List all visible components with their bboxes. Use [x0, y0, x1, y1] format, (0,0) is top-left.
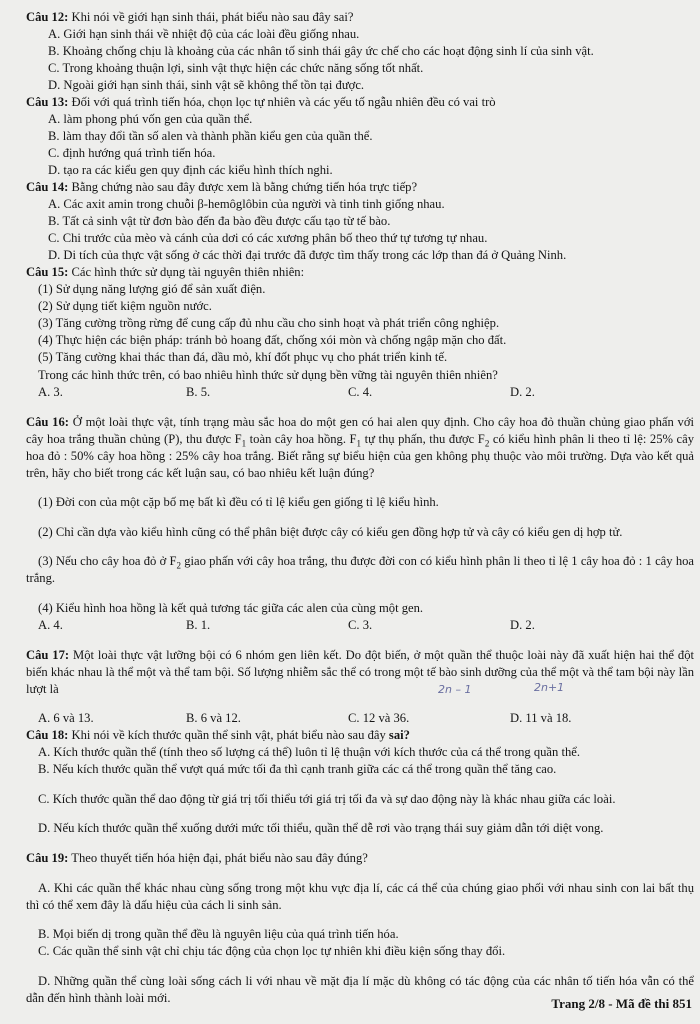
option-c: C. 3. — [348, 617, 373, 632]
question-stem: Khi nói về kích thước quần thể sinh vật, phát biểu nào sau đây — [68, 728, 389, 743]
question-16 — [26, 414, 694, 634]
question-number: Câu 18: — [26, 728, 69, 743]
question-number: Câu 19: — [26, 850, 69, 865]
option-c: C. Trong khoảng thuận lợi, sinh vật thực hiện các chức năng sống tốt nhất. — [48, 61, 424, 75]
question-19 — [26, 850, 694, 1007]
option-d: D. Những quần thể cùng loài sống cách li với nhau về mặt địa lí mặc dù không có tác động của các nhân tố tiến hóa vẫn có thể dẫn đến hình thành loài mới. — [26, 973, 694, 1005]
option-b: B. 5. — [186, 385, 211, 399]
option-d: D. 2. — [510, 385, 535, 399]
question-mark: ? — [403, 728, 410, 743]
option-d: D. Ngoài giới hạn sinh thái, sinh vật sẽ không thể tồn tại được. — [48, 78, 365, 92]
option-a: A. 4. — [38, 617, 63, 632]
option-a: A. 6 và 13. — [38, 711, 94, 726]
statement-1: (1) Sử dụng năng lượng gió để sản xuất điện. — [38, 282, 266, 296]
subscript: 2 — [176, 560, 181, 571]
question-stem: Theo thuyết tiến hóa hiện đại, phát biểu nào sau đây đúng? — [68, 850, 368, 865]
option-c: C. 4. — [348, 385, 373, 399]
option-c: C. 12 và 36. — [348, 711, 410, 726]
question-13 — [26, 94, 694, 179]
question-number: Câu 16: — [26, 414, 69, 429]
statement-4: (4) Kiểu hình hoa hồng là kết quả tương tác giữa các alen của cùng một gen. — [38, 600, 424, 615]
statement-4: (4) Thực hiện các biện pháp: tránh bỏ hoang đất, chống xói mòn và chống ngập mặn cho đất. — [38, 333, 507, 347]
stem-part: có kiểu hình phân li theo tỉ lệ: 25% cây hoa đỏ : 50% cây hoa hồng : 25% cây hoa trắng. Biết rằng sự biểu hiện của gen không phụ thuộc vào môi trường. Dựa vào kết quả trên, hãy cho biết trong các kết luận sau, có bao nhiêu kết luận đúng? — [26, 431, 694, 480]
option-a: A. Giới hạn sinh thái về nhiệt độ của các loài đều giống nhau. — [48, 27, 360, 41]
subscript: 1 — [356, 438, 362, 449]
option-b: B. Nếu kích thước quần thể vượt quá mức tối đa thì cạnh tranh giữa các cá thể trong quần thể tăng cao. — [38, 762, 557, 777]
stem-text: Một loài thực vật lưỡng bội có 6 nhóm gen liên kết. Do đột biến, ở một quần thể thuộc loài này đã xuất hiện hai thể đột biến khác nhau là thể một và thể tam bội. Số lượng nhiễm sắc thể có trong một tế bào sinh dưỡng của thể một và thể tam bội này lần lượt là — [26, 647, 694, 696]
option-b: B. 1. — [186, 617, 211, 632]
question-stem: Đối với quá trình tiến hóa, chọn lọc tự nhiên và các yếu tố ngẫu nhiên đều có vai trò — [68, 95, 496, 109]
statement-3 — [26, 553, 694, 587]
option-a: A. 3. — [38, 385, 63, 399]
question-18 — [26, 727, 694, 837]
option-c: C. Kích thước quần thể dao động từ giá trị tối thiểu tới giá trị tối đa và sự dao động này là khác nhau giữa các loài. — [38, 791, 616, 806]
option-d: D. 2. — [510, 617, 535, 632]
question-12 — [26, 9, 694, 94]
option-d: D. Nếu kích thước quần thể xuống dưới mức tối thiểu, quần thể dễ rơi vào trạng thái suy giảm dẫn tới diệt vong. — [38, 821, 604, 836]
answer-options — [26, 710, 694, 727]
stem-part: toàn cây hoa hồng. F — [246, 431, 357, 446]
option-a: A. làm phong phú vốn gen của quần thể. — [48, 112, 253, 126]
question-stem — [26, 414, 694, 482]
statement-3: (3) Tăng cường trồng rừng để cung cấp đủ nhu cầu cho sinh hoạt và phát triển công nghiệp. — [38, 316, 500, 330]
option-b: B. làm thay đổi tần số alen và thành phần kiểu gen của quần thể. — [48, 129, 373, 143]
page-footer: Trang 2/8 - Mã đề thi 851 — [551, 996, 692, 1011]
question-number: Câu 14: — [26, 180, 69, 194]
question-number: Câu 12: — [26, 10, 69, 24]
statement-part: (3) Nếu cho cây hoa đỏ ở F — [38, 554, 177, 569]
question-prompt: Trong các hình thức trên, có bao nhiêu hình thức sử dụng bền vững tài nguyên thiên nhiên? — [38, 368, 498, 382]
exam-page — [26, 9, 694, 1019]
question-number: Câu 13: — [26, 95, 69, 109]
option-b: B. Tất cả sinh vật từ đơn bào đến đa bào đều được cấu tạo từ tế bào. — [48, 214, 391, 228]
question-stem: Các hình thức sử dụng tài nguyên thiên nhiên: — [68, 265, 305, 279]
statement-1: (1) Đời con của một cặp bố mẹ bất kì đều có tỉ lệ kiểu gen giống tỉ lệ kiểu hình. — [38, 495, 439, 510]
answer-options — [26, 384, 694, 401]
option-a: A. Kích thước quần thể (tính theo số lượng cá thể) luôn tỉ lệ thuận với kích thước của cá thể trong quần thể. — [38, 745, 580, 760]
option-b: B. Khoảng chống chịu là khoảng của các nhân tố sinh thái gây ức chế cho các hoạt động sinh lí của sinh vật. — [48, 44, 594, 58]
option-b: B. 6 và 12. — [186, 711, 241, 726]
option-c: C. Các quần thể sinh vật chỉ chịu tác động của chọn lọc tự nhiên khi điều kiện sống thay đổi. — [38, 944, 506, 959]
statement-part: giao phấn với cây hoa trắng, thu được đời con có kiểu hình phân li theo tỉ lệ 1 cây hoa đỏ : 1 cây hoa trắng. — [26, 554, 695, 586]
question-stem: Bằng chứng nào sau đây được xem là bằng chứng tiến hóa trực tiếp? — [68, 180, 418, 194]
question-17 — [26, 647, 694, 728]
statement-5: (5) Tăng cường khai thác than đá, dầu mỏ, khí đốt phục vụ cho phát triển kinh tế. — [38, 350, 448, 364]
option-d: D. 11 và 18. — [510, 711, 572, 726]
option-b: B. Mọi biến dị trong quần thể đều là nguyên liệu của quá trình tiến hóa. — [38, 927, 399, 942]
question-stem — [26, 647, 694, 698]
handwritten-note: 2n – 1 — [438, 682, 472, 696]
option-c: C. định hướng quá trình tiến hóa. — [48, 146, 216, 160]
question-number: Câu 17: — [26, 647, 70, 662]
option-a: A. Khi các quần thể khác nhau cùng sống trong một khu vực địa lí, các cá thể của chúng giao phối với nhau sinh con lai bất thụ thì có thể xem đây là dấu hiệu của cách li sinh sản. — [26, 880, 694, 912]
option-d: D. Di tích của thực vật sống ở các thời đại trước đã được tìm thấy trong các lớp than đá ở Quảng Ninh. — [48, 248, 567, 262]
subscript: 2 — [484, 438, 490, 449]
question-stem: Khi nói về giới hạn sinh thái, phát biểu nào sau đây sai? — [68, 10, 354, 24]
question-14 — [26, 179, 694, 264]
option-a: A. Các axit amin trong chuỗi β-hemôglôbin của người và tinh tinh giống nhau. — [48, 197, 445, 211]
question-15 — [26, 264, 694, 401]
question-number: Câu 15: — [26, 265, 69, 279]
statement-2: (2) Chỉ cần dựa vào kiểu hình cũng có thể phân biệt được cây có kiểu gen đồng hợp tử và cây có kiểu gen dị hợp tử. — [38, 524, 623, 539]
statement-2: (2) Sử dụng tiết kiệm nguồn nước. — [38, 299, 212, 313]
stem-part: tự thụ phấn, thu được F — [361, 431, 485, 446]
answer-options — [26, 617, 694, 634]
handwritten-note: 2n+1 — [534, 680, 565, 694]
option-c: C. Chi trước của mèo và cánh của dơi có các xương phân bố theo thứ tự tương tự nhau. — [48, 231, 488, 245]
emphasis: sai — [388, 728, 404, 743]
option-d: D. tạo ra các kiểu gen quy định các kiểu hình thích nghi. — [48, 163, 333, 177]
stem-part: Ở một loài thực vật, tính trạng màu sắc hoa do một gen có hai alen quy định. Cho cây hoa đỏ thuần chủng giao phấn với cây hoa trắng thuần chủng (P), thu được F — [26, 414, 694, 446]
subscript: 1 — [241, 438, 247, 449]
